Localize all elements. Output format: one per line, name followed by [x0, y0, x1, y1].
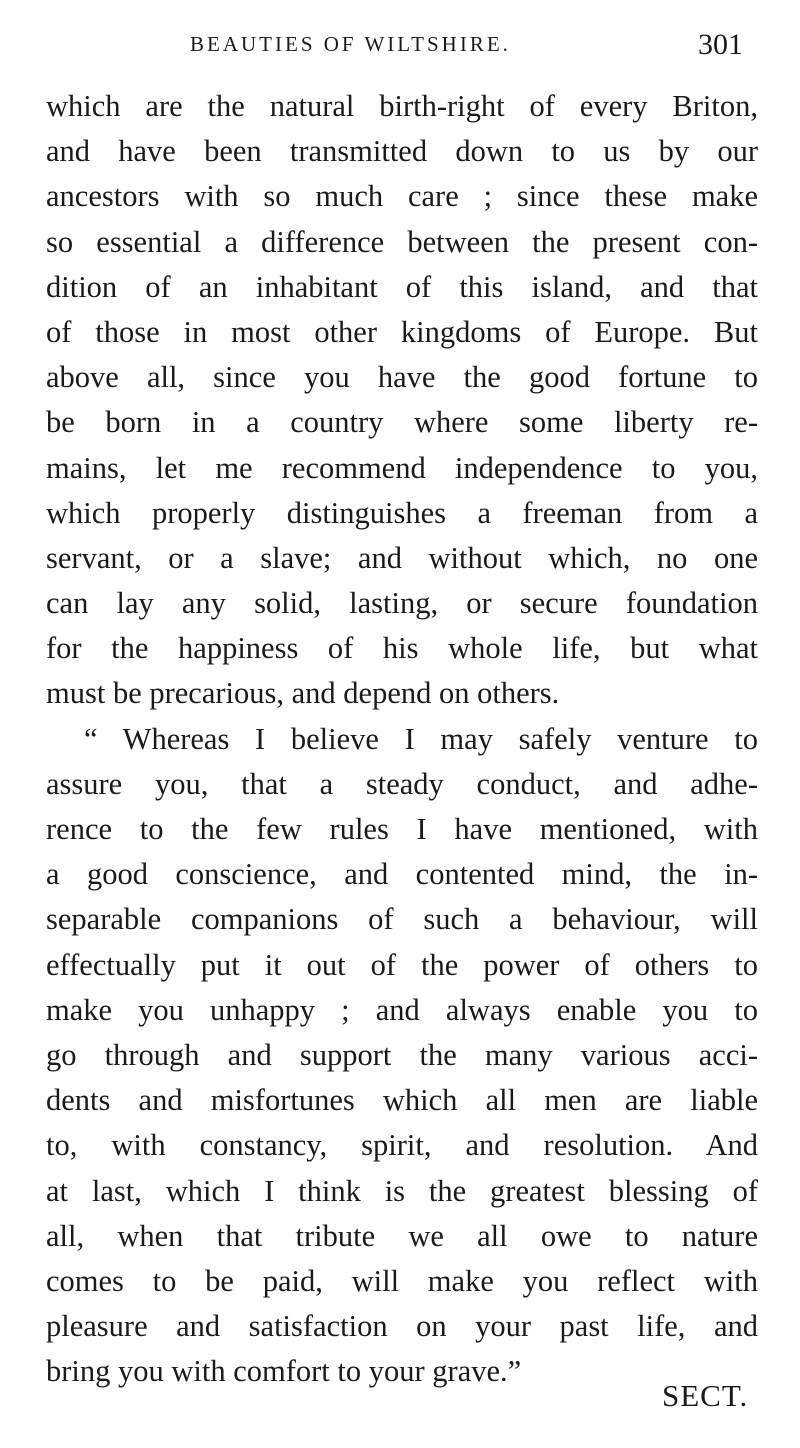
text-line: comes to be paid, will make you reflect with: [46, 1263, 758, 1298]
text-line: for the happiness of his whole life, but what: [46, 631, 758, 666]
text-line: servant, or a slave; and without which, no one: [46, 540, 758, 575]
paragraph-end-line: must be precarious, and depend on others.: [46, 676, 560, 711]
text-line: to, with constancy, spirit, and resolution. And: [46, 1128, 758, 1163]
text-line: effectually put it out of the power of others to: [46, 947, 758, 982]
text-line: pleasure and satisfaction on your past life, and: [46, 1309, 758, 1344]
text-line: can lay any solid, lasting, or secure foundation: [46, 586, 758, 621]
text-line: separable companions of such a behaviour, will: [46, 902, 758, 937]
paragraph-end-line: bring you with comfort to your grave.”: [46, 1354, 522, 1389]
text-line: dition of an inhabitant of this island, and that: [46, 269, 758, 304]
text-line: rence to the few rules I have mentioned, with: [46, 812, 758, 846]
text-line: a good conscience, and contented mind, the in-: [46, 857, 758, 892]
text-line: all, when that tribute we all owe to nature: [46, 1218, 758, 1253]
running-head: [0, 28, 800, 68]
text-line: be born in a country where some liberty re-: [46, 405, 758, 440]
text-line: above all, since you have the good fortune to: [46, 360, 758, 395]
page-number: 301: [698, 28, 743, 61]
paragraph-start-line: “ Whereas I believe I may safely venture to: [84, 721, 758, 756]
text-line: at last, which I think is the greatest blessing of: [46, 1173, 758, 1208]
body-text: [46, 84, 758, 1394]
text-line: so essential a difference between the present con-: [46, 224, 758, 259]
text-line: which are the natural birth-right of every Briton,: [46, 89, 758, 123]
text-line: ancestors with so much care ; since these make: [46, 179, 758, 214]
text-line: which properly distinguishes a freeman from a: [46, 495, 758, 530]
text-line: of those in most other kingdoms of Europe. But: [46, 314, 758, 349]
text-line: make you unhappy ; and always enable you to: [46, 992, 758, 1027]
text-line: and have been transmitted down to us by our: [46, 134, 758, 169]
text-line: go through and support the many various acci-: [46, 1037, 758, 1072]
text-line: dents and misfortunes which all men are liable: [46, 1083, 758, 1118]
catchword: SECT.: [662, 1378, 749, 1413]
text-line: assure you, that a steady conduct, and adhe-: [46, 766, 758, 801]
text-line: mains, let me recommend independence to you,: [46, 450, 758, 485]
running-title: BEAUTIES OF WILTSHIRE.: [190, 32, 511, 56]
